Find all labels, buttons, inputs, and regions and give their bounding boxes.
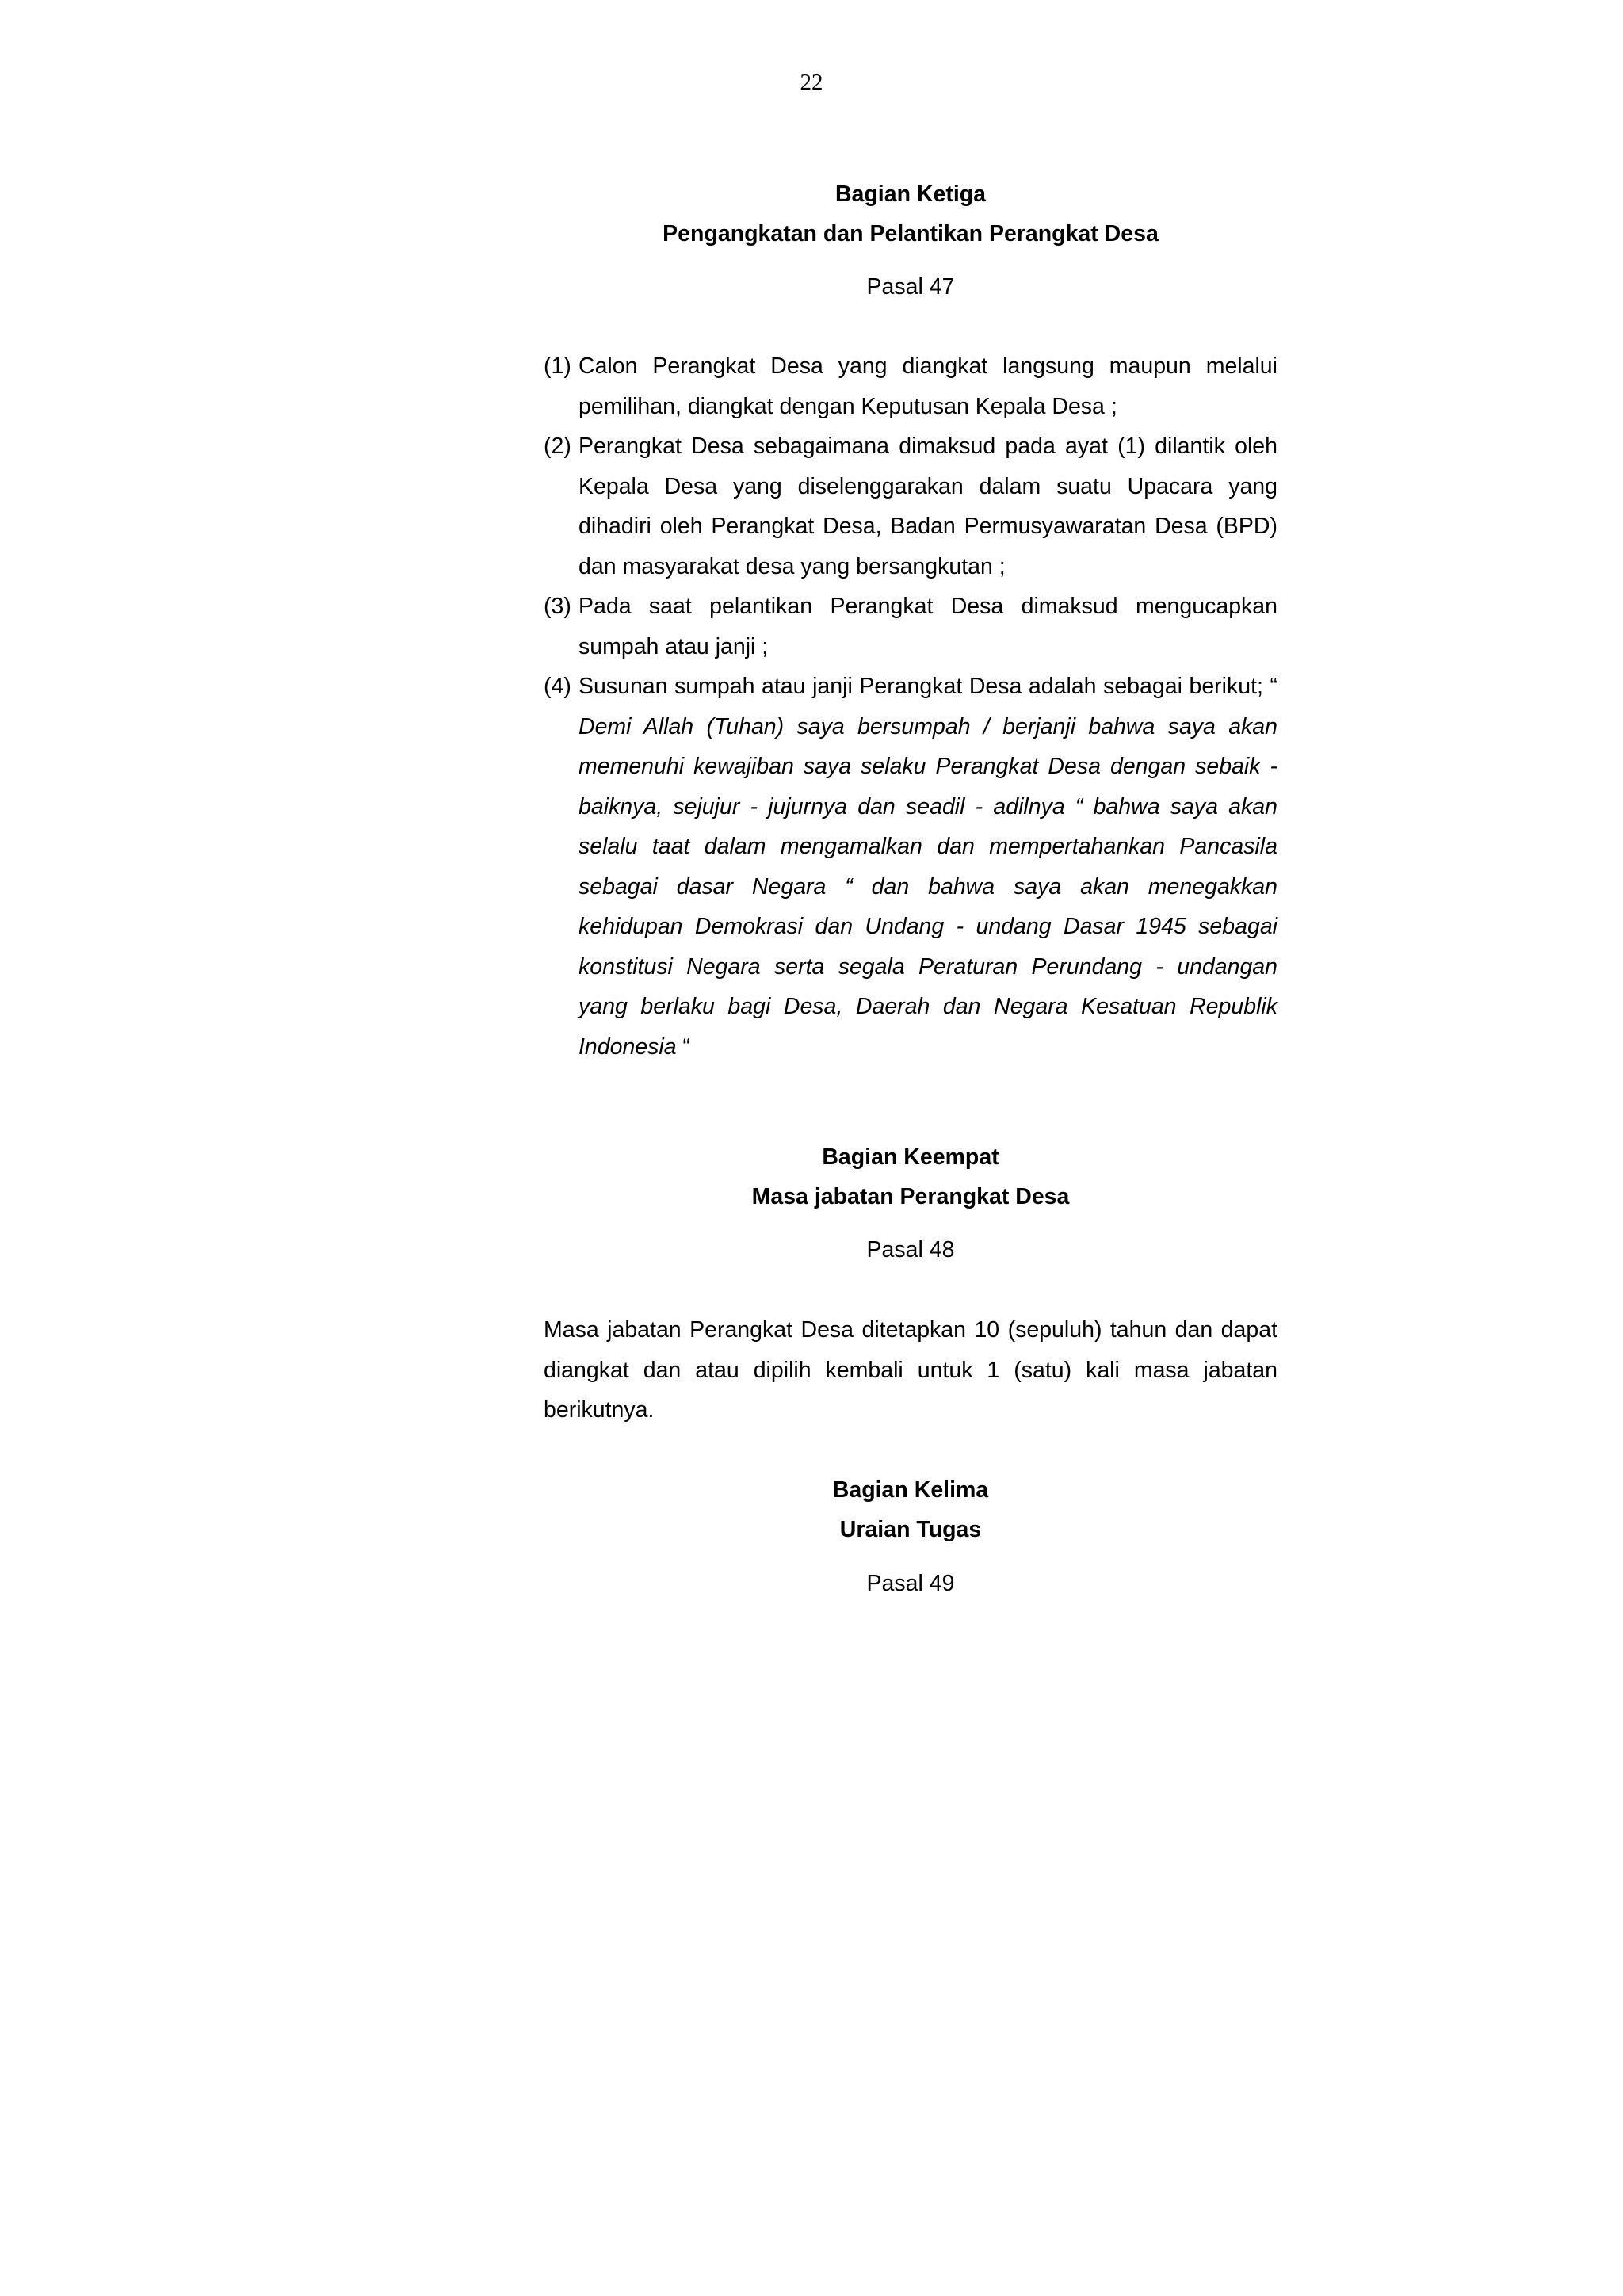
pasal-49-label: Pasal 49 (866, 1571, 955, 1596)
section-4-title: Masa jabatan Perangkat Desa (751, 1184, 1070, 1209)
pasal-48-body: Masa jabatan Perangkat Desa ditetapkan 10 (sepuluh) tahun dan dapat diangkat dan atau dipilih kembali untuk 1 (satu) kali masa jabatan berikutnya. (544, 1317, 1277, 1423)
list-item-number: (3) (544, 594, 571, 619)
list-item-text: Pada saat pelantikan Perangkat Desa dimaksud mengucapkan sumpah atau janji ; (579, 594, 1277, 659)
oath-quote: Demi Allah (Tuhan) saya bersumpah / berjanji bahwa saya akan memenuhi kewajiban saya selaku Perangkat Desa dengan sebaik - baiknya, sejujur - jujurnya dan seadil - adilnya “ bahwa saya akan selalu taat dalam mengamalkan dan mempertahankan Pancasila sebagai dasar Negara “ dan bahwa saya akan menegakkan kehidupan Demokrasi dan Undang - undang Dasar 1945 sebagai konstitusi Negara serta segala Peraturan Perundang - undangan yang berlaku bagi Desa, Daerah dan Negara Kesatuan Republik Indonesia (579, 713, 1277, 1060)
list-item-number: (2) (544, 434, 571, 459)
oath-closing-quote: “ (676, 1033, 691, 1060)
oath-intro: Susunan sumpah atau janji Perangkat Desa adalah sebagai berikut; “ (579, 674, 1277, 699)
list-item-number: (4) (544, 674, 571, 699)
section-3-title: Pengangkatan dan Pelantikan Perangkat Desa (663, 221, 1159, 246)
list-item (544, 346, 1277, 426)
pasal-47-list (544, 346, 1277, 1067)
pasal-47-label: Pasal 47 (866, 274, 955, 300)
pasal-48-label: Pasal 48 (866, 1237, 955, 1263)
list-item (544, 586, 1277, 667)
section-3-heading: Bagian Ketiga (834, 181, 987, 207)
section-4-heading: Bagian Keempat (822, 1144, 999, 1170)
list-item (544, 426, 1277, 586)
list-item (544, 667, 1277, 1067)
oath-text (579, 667, 1277, 1067)
section-5-title: Uraian Tugas (839, 1517, 982, 1542)
section-5-heading: Bagian Kelima (832, 1477, 989, 1503)
list-item-text: Perangkat Desa sebagaimana dimaksud pada ayat (1) dilantik oleh Kepala Desa yang diselenggarakan dalam suatu Upacara yang dihadiri oleh Perangkat Desa, Badan Permusyawaratan Desa (BPD) dan masyarakat desa yang bersangkutan ; (579, 434, 1277, 579)
list-item-text: Calon Perangkat Desa yang diangkat langsung maupun melalui pemilihan, diangkat dengan Keputusan Kepala Desa ; (579, 353, 1277, 419)
list-item-number: (1) (544, 353, 571, 379)
page-number: 22 (800, 70, 823, 95)
